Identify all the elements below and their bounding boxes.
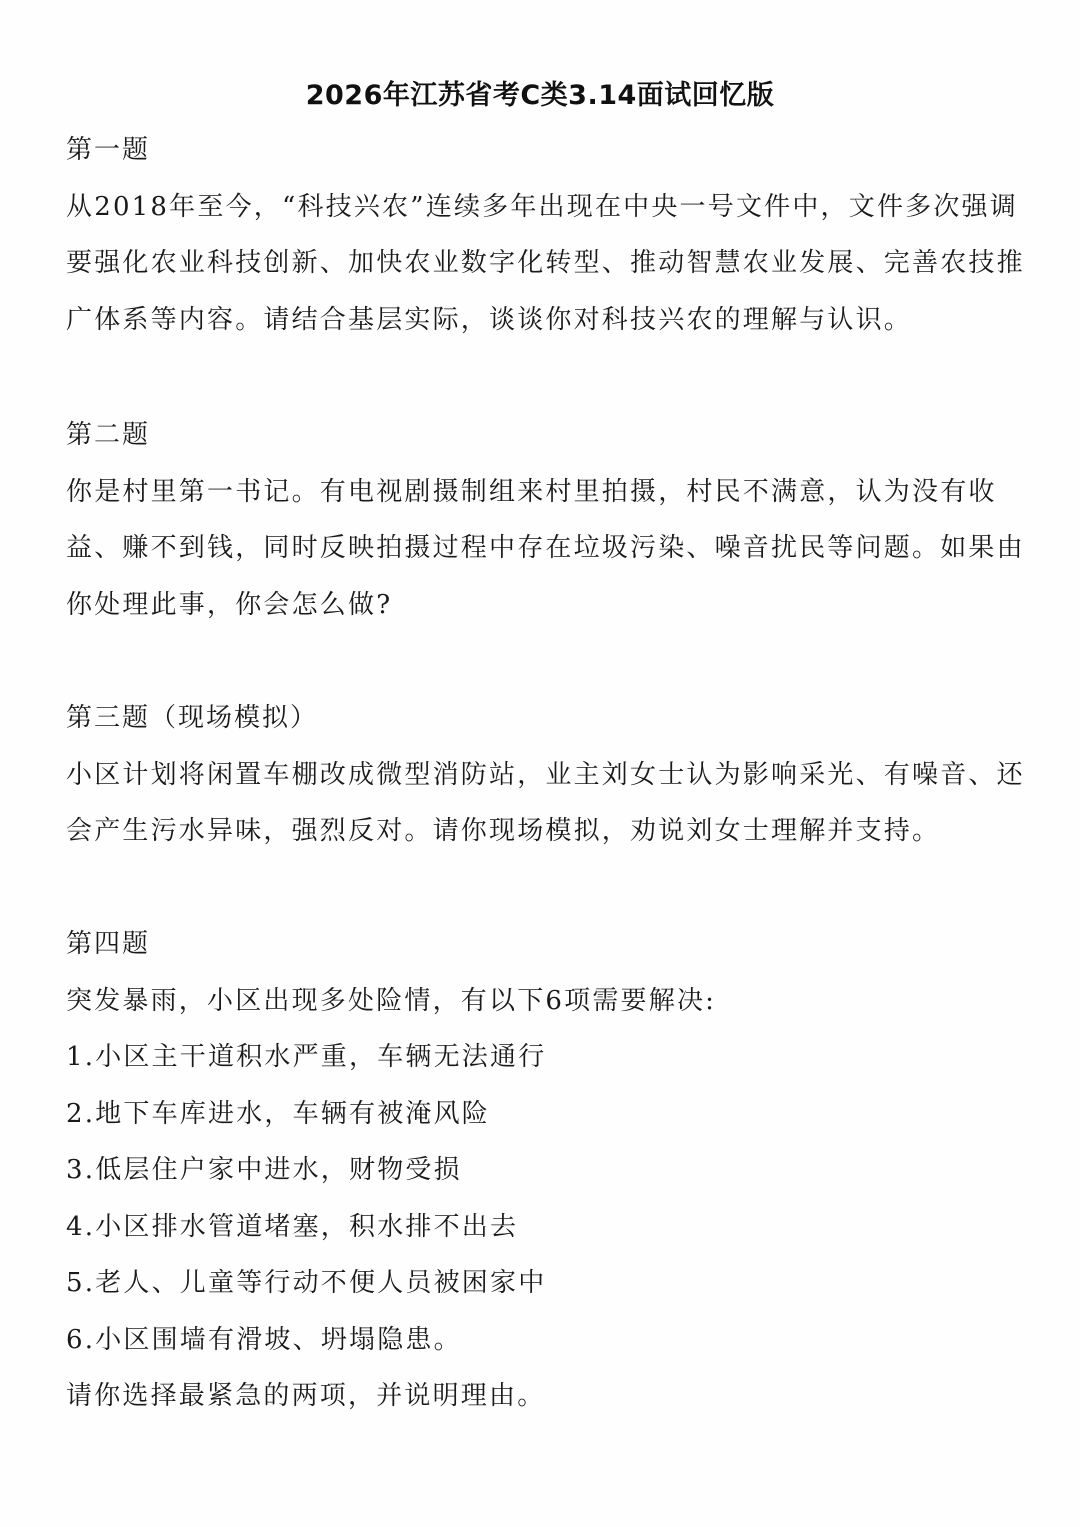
question-3-body: 小区计划将闲置车棚改成微型消防站，业主刘女士认为影响采光、有噪音、还会产生污水异味，强烈反对。请你现场模拟，劝说刘女士理解并支持。: [66, 759, 1025, 846]
question-4-closing: 请你选择最紧急的两项，并说明理由。: [66, 1381, 546, 1411]
list-item: 5.老人、儿童等行动不便人员被困家中: [66, 1268, 547, 1298]
question-4-item-list: [66, 1029, 1026, 1368]
document-title: 2026年江苏省考C类3.14面试回忆版: [305, 80, 775, 111]
question-1-body: 从2018年至今，“科技兴农”连续多年出现在中央一号文件中，文件多次强调要强化农业科技创新、加快农业数字化转型、推动智慧农业发展、完善农技推广体系等内容。请结合基层实际，谈谈你对科技兴农的理解与认识。: [66, 191, 1025, 335]
question-3-heading: 第三题（现场模拟）: [66, 703, 319, 733]
question-4: [66, 916, 1026, 1425]
question-2-body: 你是村里第一书记。有电视剧摄制组来村里拍摄，村民不满意，认为没有收益、赚不到钱，同时反映拍摄过程中存在垃圾污染、噪音扰民等问题。如果由你处理此事，你会怎么做?: [66, 476, 1025, 620]
list-item: 6.小区围墙有滑坡、坍塌隐患。: [66, 1324, 462, 1355]
question-4-intro: 突发暴雨，小区出现多处险情，有以下6项需要解决:: [66, 985, 717, 1016]
question-3: [66, 690, 1026, 860]
question-4-heading: 第四题: [66, 929, 151, 959]
list-item: 3.低层住户家中进水，财物受损: [66, 1155, 462, 1185]
list-item: 1.小区主干道积水严重，车辆无法通行: [66, 1042, 547, 1072]
question-1: [66, 122, 1026, 348]
question-2-heading: 第二题: [66, 420, 151, 450]
question-2: [66, 407, 1026, 633]
list-item: 2.地下车库进水，车辆有被淹风险: [66, 1098, 491, 1129]
question-1-heading: 第一题: [66, 135, 151, 165]
list-item: 4.小区排水管道堵塞，积水排不出去: [66, 1211, 519, 1242]
